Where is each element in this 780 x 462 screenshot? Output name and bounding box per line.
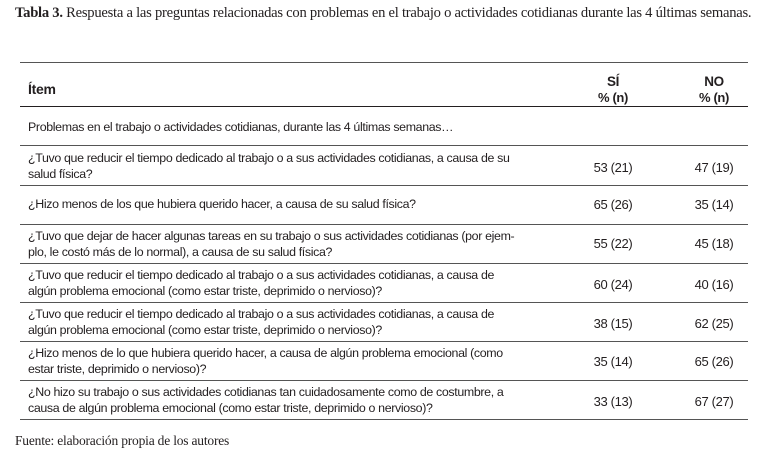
row-no-value: 62 (25) bbox=[694, 316, 734, 331]
data-table bbox=[20, 62, 748, 420]
row-si-value: 33 (13) bbox=[593, 394, 633, 409]
header-si-sub: % (n) bbox=[597, 90, 629, 105]
table-row bbox=[20, 186, 748, 225]
row-question: ¿Tuvo que reducir el tiempo dedicado al trabajo o a sus actividades cotidianas, a causa de su salud física? bbox=[28, 151, 510, 181]
intro-text: Problemas en el trabajo o actividades cotidianas, durante las 4 últimas semanas… bbox=[28, 120, 454, 134]
table-label: Tabla 3. bbox=[15, 5, 63, 21]
row-no-value: 45 (18) bbox=[694, 236, 734, 251]
table-caption bbox=[15, 4, 767, 23]
row-no-value: 40 (16) bbox=[694, 277, 734, 292]
header-item: Ítem bbox=[28, 81, 56, 97]
header-no-label: NO bbox=[704, 74, 724, 89]
row-si-value: 35 (14) bbox=[593, 354, 633, 369]
row-no-value: 35 (14) bbox=[694, 197, 734, 212]
table-row bbox=[20, 264, 748, 303]
source-note: Fuente: elaboración propia de los autores bbox=[15, 433, 230, 448]
table-row bbox=[20, 303, 748, 342]
row-question: ¿Hizo menos de lo que hubiera querido hacer, a causa de algún problema emocional (como estar triste, deprimido o nervioso)? bbox=[28, 346, 503, 376]
table-row bbox=[20, 225, 748, 264]
row-question: ¿No hizo su trabajo o sus actividades cotidianas tan cuidadosamente como de costumbre, a causa de algún problema emocional (como estar triste, deprimido o nervioso)? bbox=[28, 385, 504, 415]
table-row bbox=[20, 146, 748, 186]
table-row bbox=[20, 342, 748, 381]
row-question: ¿Tuvo que reducir el tiempo dedicado al trabajo o a sus actividades cotidianas, a causa de algún problema emocional (como estar triste, deprimido o nervioso)? bbox=[28, 307, 495, 337]
row-question: ¿Tuvo que reducir el tiempo dedicado al trabajo o a sus actividades cotidianas, a causa de algún problema emocional (como estar triste, deprimido o nervioso)? bbox=[28, 268, 495, 298]
table-title: Respuesta a las preguntas relacionadas con problemas en el trabajo o actividades cotidianas durante las 4 últimas semanas. bbox=[62, 5, 752, 21]
table-header bbox=[20, 63, 748, 107]
row-question: ¿Hizo menos de los que hubiera querido hacer, a causa de su salud física? bbox=[28, 197, 416, 211]
row-no-value: 65 (26) bbox=[694, 354, 734, 369]
row-si-value: 60 (24) bbox=[593, 277, 633, 292]
table-row bbox=[20, 381, 748, 420]
row-si-value: 55 (22) bbox=[593, 236, 633, 251]
row-si-value: 38 (15) bbox=[593, 316, 633, 331]
header-si bbox=[573, 74, 653, 106]
row-si-value: 53 (21) bbox=[593, 160, 633, 175]
table-row-intro bbox=[20, 107, 748, 146]
header-si-label: SÍ bbox=[606, 74, 620, 89]
row-no-value: 67 (27) bbox=[694, 394, 734, 409]
row-question: ¿Tuvo que dejar de hacer algunas tareas en su trabajo o sus actividades cotidianas (por ejem-plo, le costó más de lo normal), a causa de su salud física? bbox=[28, 229, 515, 259]
row-no-value: 47 (19) bbox=[694, 160, 734, 175]
row-si-value: 65 (26) bbox=[593, 197, 633, 212]
header-no-sub: % (n) bbox=[698, 90, 730, 105]
header-no bbox=[674, 74, 754, 106]
